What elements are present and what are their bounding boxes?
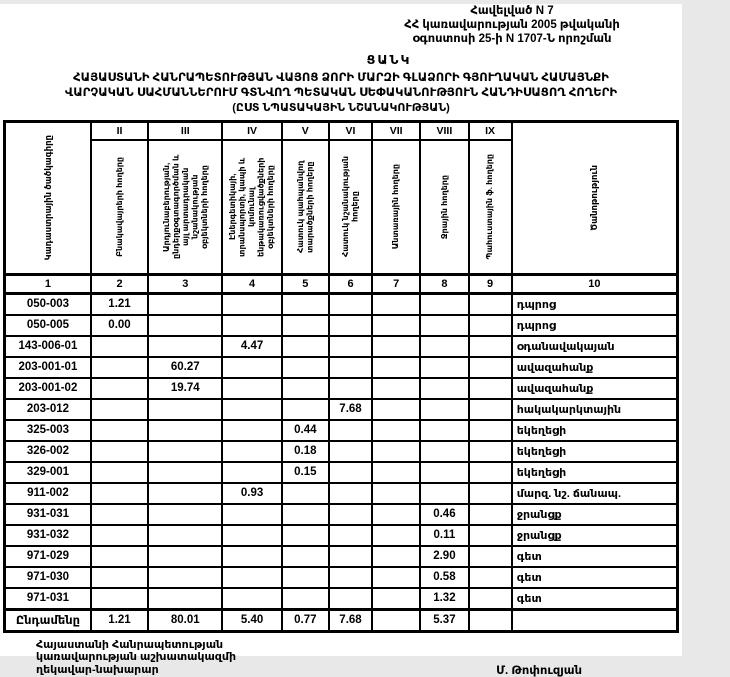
signatory-title-block <box>36 639 236 677</box>
area-value-cell: 0.18 <box>282 441 329 462</box>
area-value-cell <box>469 525 512 546</box>
water-lands-label: Ջրային հողերը <box>439 174 449 239</box>
area-value-cell <box>372 378 420 399</box>
area-value-cell <box>91 420 148 441</box>
table-row <box>5 420 678 441</box>
column-header-settlement-lands <box>91 140 148 275</box>
area-value-cell <box>329 546 372 567</box>
roman-iii: III <box>148 121 222 140</box>
note-cell: գետ <box>512 546 678 567</box>
area-value-cell <box>91 588 148 610</box>
area-value-cell <box>469 609 512 631</box>
total-row <box>5 609 678 631</box>
col-num-4: 4 <box>222 274 281 293</box>
cadastral-code-cell: 911-002 <box>5 483 91 504</box>
cadastral-code-cell: 329-001 <box>5 462 91 483</box>
area-value-cell <box>469 588 512 610</box>
area-value-cell: 1.32 <box>420 588 468 610</box>
area-value-cell <box>372 336 420 357</box>
area-value-cell <box>282 504 329 525</box>
area-value-cell <box>329 567 372 588</box>
area-value-cell: 1.21 <box>91 293 148 315</box>
area-value-cell <box>372 546 420 567</box>
area-value-cell <box>469 504 512 525</box>
area-value-cell <box>222 504 281 525</box>
area-value-cell <box>329 420 372 441</box>
area-value-cell <box>91 336 148 357</box>
roman-numeral-row <box>5 121 678 140</box>
area-value-cell <box>469 378 512 399</box>
cadastral-code-cell: 931-032 <box>5 525 91 546</box>
area-value-cell: 5.37 <box>420 609 468 631</box>
area-value-cell <box>91 357 148 378</box>
col-num-10: 10 <box>512 274 678 293</box>
note-cell: գետ <box>512 588 678 610</box>
area-value-cell: 0.15 <box>282 462 329 483</box>
area-value-cell <box>329 315 372 336</box>
column-header-industrial-lands <box>148 140 222 275</box>
note-cell: ավազահանք <box>512 378 678 399</box>
area-value-cell <box>148 546 222 567</box>
area-value-cell <box>148 504 222 525</box>
title-line-1: ՀԱՅԱՍՏԱՆԻ ՀԱՆՐԱՊԵՏՈՒԹՅԱՆ ՎԱՅՈՑ ՁՈՐԻ ՄԱՐԶԻ ԳԼԱՁՈՐԻ ԳՅՈՒՂԱԿԱՆ ՀԱՄԱՅՆՔԻ <box>73 71 609 85</box>
area-value-cell <box>329 441 372 462</box>
note-cell: մարզ. նշ. ճանապ. <box>512 483 678 504</box>
column-header-cadastral-code <box>5 121 91 274</box>
area-value-cell <box>222 588 281 610</box>
area-value-cell <box>329 525 372 546</box>
footer-line-3: ղեկավար-նախարար <box>36 664 159 677</box>
title-line-2: ՎԱՐՉԱԿԱՆ ՍԱՀՄԱՆՆԵՐՈՒՄ ԳՏՆՎՈՂ ՊԵՏԱԿԱՆ ՍԵՓԱԿԱՆՈՒԹՅՈՒՆ ՀԱՆԴԻՍԱՑՈՂ ՀՈՂԵՐԻ <box>64 85 618 99</box>
footer-line-2: կառավարության աշխատակազմի <box>36 651 237 664</box>
area-value-cell: 4.47 <box>222 336 281 357</box>
area-value-cell <box>329 588 372 610</box>
roman-vii: VII <box>372 121 420 140</box>
area-value-cell <box>148 399 222 420</box>
area-value-cell <box>148 336 222 357</box>
note-cell: ջրանցք <box>512 504 678 525</box>
area-value-cell <box>469 293 512 315</box>
area-value-cell: 0.00 <box>91 315 148 336</box>
area-value-cell <box>469 483 512 504</box>
area-value-cell <box>222 399 281 420</box>
column-header-forest-lands <box>372 140 420 275</box>
area-value-cell <box>282 336 329 357</box>
column-header-water-lands <box>420 140 468 275</box>
protected-lands-label: Հատուկ պահպանվող տարածքների հողերը <box>295 160 315 253</box>
area-value-cell <box>91 483 148 504</box>
area-value-cell <box>91 504 148 525</box>
forest-lands-label: Անտառային հողերը <box>391 164 401 250</box>
table-body <box>5 293 678 631</box>
col-num-2: 2 <box>91 274 148 293</box>
area-value-cell <box>420 483 468 504</box>
area-value-cell <box>469 315 512 336</box>
column-number-row <box>5 274 678 293</box>
note-cell: դպրոց <box>512 293 678 315</box>
area-value-cell <box>469 420 512 441</box>
area-value-cell <box>222 567 281 588</box>
area-value-cell <box>282 293 329 315</box>
column-header-special-purpose-lands <box>329 140 372 275</box>
area-value-cell: 0.44 <box>282 420 329 441</box>
area-value-cell <box>148 567 222 588</box>
col-num-1: 1 <box>5 274 91 293</box>
note-cell: դպրոց <box>512 315 678 336</box>
area-value-cell <box>222 315 281 336</box>
area-value-cell: 2.90 <box>420 546 468 567</box>
area-value-cell <box>329 462 372 483</box>
area-value-cell <box>148 462 222 483</box>
table-row <box>5 441 678 462</box>
signature-name: Մ. Թոփուզյան <box>496 664 582 677</box>
area-value-cell <box>91 525 148 546</box>
column-header-note <box>512 121 678 274</box>
area-value-cell: 7.68 <box>329 609 372 631</box>
area-value-cell: 1.21 <box>91 609 148 631</box>
area-value-cell <box>91 378 148 399</box>
area-value-cell <box>469 567 512 588</box>
cadastral-code-cell: 971-030 <box>5 567 91 588</box>
area-value-cell <box>372 420 420 441</box>
area-value-cell: 60.27 <box>148 357 222 378</box>
note-cell: եկեղեցի <box>512 462 678 483</box>
col-num-8: 8 <box>420 274 468 293</box>
area-value-cell <box>282 546 329 567</box>
appendix-block <box>352 4 672 46</box>
area-value-cell <box>282 525 329 546</box>
col-num-3: 3 <box>148 274 222 293</box>
table-row <box>5 462 678 483</box>
cadastral-code-cell: 325-003 <box>5 420 91 441</box>
roman-ii: II <box>91 121 148 140</box>
table-row <box>5 399 678 420</box>
cadastral-code-cell: 203-012 <box>5 399 91 420</box>
table-row <box>5 483 678 504</box>
area-value-cell <box>420 336 468 357</box>
cadastral-code-cell: 143-006-01 <box>5 336 91 357</box>
cadastral-code-header-label: Կադաստրային ծածկագիրը <box>42 135 53 261</box>
cadastral-code-cell: 931-031 <box>5 504 91 525</box>
settlement-lands-label: Բնակավայրերի հողերը <box>114 156 124 257</box>
area-value-cell <box>372 525 420 546</box>
area-value-cell <box>372 567 420 588</box>
roman-viii: VIII <box>420 121 468 140</box>
area-value-cell <box>420 315 468 336</box>
area-value-cell <box>420 462 468 483</box>
area-value-cell <box>148 293 222 315</box>
area-value-cell <box>282 399 329 420</box>
area-value-cell <box>329 504 372 525</box>
document-caption: ՑԱՆԿ <box>366 53 412 68</box>
note-cell: եկեղեցի <box>512 441 678 462</box>
area-value-cell <box>469 462 512 483</box>
area-value-cell <box>222 441 281 462</box>
cadastral-code-cell: 971-029 <box>5 546 91 567</box>
title-line-3: (ԸՍՏ ՆՊԱՏԱԿԱՅԻՆ ՆՇԱՆԱԿՈՒԹՅԱՆ) <box>232 101 450 114</box>
table-row <box>5 315 678 336</box>
area-value-cell <box>420 441 468 462</box>
industrial-lands-label: Արդյունաբերության, ընդերքօգտագործման և այլ արտադրական նշանակության օբյեկտների հողերը <box>161 154 209 260</box>
area-value-cell <box>91 399 148 420</box>
area-value-cell <box>148 483 222 504</box>
cadastral-code-cell: 203-001-01 <box>5 357 91 378</box>
note-cell <box>512 609 678 631</box>
infrastructure-lands-label: Էներգետիկայի, տրանսպորտի, կապի և կոմունալ ենթակառուցվածքների օբյեկտների հողերը <box>228 157 276 257</box>
roman-iv: IV <box>222 121 281 140</box>
area-value-cell <box>372 588 420 610</box>
land-table <box>3 120 679 633</box>
table-row <box>5 378 678 399</box>
note-cell: հակակարկտային <box>512 399 678 420</box>
area-value-cell <box>148 315 222 336</box>
area-value-cell <box>372 609 420 631</box>
roman-v: V <box>282 121 329 140</box>
area-value-cell <box>469 336 512 357</box>
roman-vi: VI <box>329 121 372 140</box>
area-value-cell: 0.46 <box>420 504 468 525</box>
area-value-cell <box>222 293 281 315</box>
table-row <box>5 546 678 567</box>
table-row <box>5 336 678 357</box>
area-value-cell: 0.58 <box>420 567 468 588</box>
area-value-cell <box>222 378 281 399</box>
area-value-cell <box>222 462 281 483</box>
area-value-cell <box>469 441 512 462</box>
area-value-cell <box>329 357 372 378</box>
area-value-cell <box>372 483 420 504</box>
area-value-cell <box>222 546 281 567</box>
note-cell: ավազահանք <box>512 357 678 378</box>
col-num-9: 9 <box>469 274 512 293</box>
area-value-cell: 80.01 <box>148 609 222 631</box>
area-value-cell <box>148 525 222 546</box>
area-value-cell <box>329 483 372 504</box>
area-value-cell <box>469 357 512 378</box>
roman-ix: IX <box>469 121 512 140</box>
area-value-cell <box>329 336 372 357</box>
area-value-cell <box>372 315 420 336</box>
area-value-cell <box>372 441 420 462</box>
area-value-cell: 5.40 <box>222 609 281 631</box>
table-row <box>5 357 678 378</box>
area-value-cell <box>372 399 420 420</box>
reserve-lands-label: Պահուստային ֆ. հողերը <box>485 154 495 260</box>
special-purpose-lands-label: Հատուկ նշանակության հողերը <box>341 156 360 258</box>
area-value-cell <box>469 546 512 567</box>
area-value-cell <box>372 462 420 483</box>
appendix-line-1: Հավելված N 7 <box>470 5 554 17</box>
area-value-cell <box>282 483 329 504</box>
cadastral-code-cell: 203-001-02 <box>5 378 91 399</box>
table-row <box>5 588 678 610</box>
table-row <box>5 504 678 525</box>
cadastral-code-cell: 326-002 <box>5 441 91 462</box>
appendix-line-2: ՀՀ կառավարության 2005 թվականի <box>404 19 620 32</box>
area-value-cell: 0.77 <box>282 609 329 631</box>
area-value-cell <box>372 293 420 315</box>
area-value-cell <box>222 525 281 546</box>
note-header-label: Ծանոթություն <box>589 164 600 231</box>
area-value-cell <box>91 546 148 567</box>
footer <box>36 639 582 677</box>
cadastral-code-cell: 971-031 <box>5 588 91 610</box>
area-value-cell <box>329 293 372 315</box>
area-value-cell <box>469 399 512 420</box>
area-value-cell: 7.68 <box>329 399 372 420</box>
note-cell: օդանավակայան <box>512 336 678 357</box>
column-header-infrastructure-lands <box>222 140 281 275</box>
area-value-cell <box>91 441 148 462</box>
area-value-cell <box>148 420 222 441</box>
area-value-cell <box>329 378 372 399</box>
area-value-cell <box>420 378 468 399</box>
area-value-cell <box>372 504 420 525</box>
col-num-7: 7 <box>372 274 420 293</box>
note-cell: եկեղեցի <box>512 420 678 441</box>
area-value-cell <box>282 315 329 336</box>
area-value-cell <box>148 441 222 462</box>
area-value-cell <box>282 357 329 378</box>
table-row <box>5 293 678 315</box>
area-value-cell <box>420 357 468 378</box>
area-value-cell <box>282 378 329 399</box>
column-header-protected-lands <box>282 140 329 275</box>
area-value-cell <box>91 462 148 483</box>
cadastral-code-cell: 050-003 <box>5 293 91 315</box>
cadastral-code-cell: 050-005 <box>5 315 91 336</box>
note-cell: գետ <box>512 567 678 588</box>
document-title <box>0 71 682 115</box>
area-value-cell: 19.74 <box>148 378 222 399</box>
col-num-6: 6 <box>329 274 372 293</box>
area-value-cell <box>420 293 468 315</box>
area-value-cell <box>91 567 148 588</box>
area-value-cell <box>420 420 468 441</box>
footer-line-1: Հայաստանի Հանրապետության <box>36 638 224 651</box>
area-value-cell <box>148 588 222 610</box>
area-value-cell <box>222 357 281 378</box>
area-value-cell <box>282 588 329 610</box>
area-value-cell: 0.93 <box>222 483 281 504</box>
area-value-cell <box>282 567 329 588</box>
cadastral-code-cell: Ընդամենը <box>5 609 91 631</box>
area-value-cell <box>420 399 468 420</box>
col-num-5: 5 <box>282 274 329 293</box>
column-header-reserve-lands <box>469 140 512 275</box>
area-value-cell <box>372 357 420 378</box>
area-value-cell <box>222 420 281 441</box>
note-cell: ջրանցք <box>512 525 678 546</box>
document-page <box>0 4 682 677</box>
appendix-line-3: օգոստոսի 25-ի N 1707-Ն որոշման <box>412 33 612 46</box>
area-value-cell: 0.11 <box>420 525 468 546</box>
table-row <box>5 525 678 546</box>
table-row <box>5 567 678 588</box>
table-header <box>5 121 678 293</box>
